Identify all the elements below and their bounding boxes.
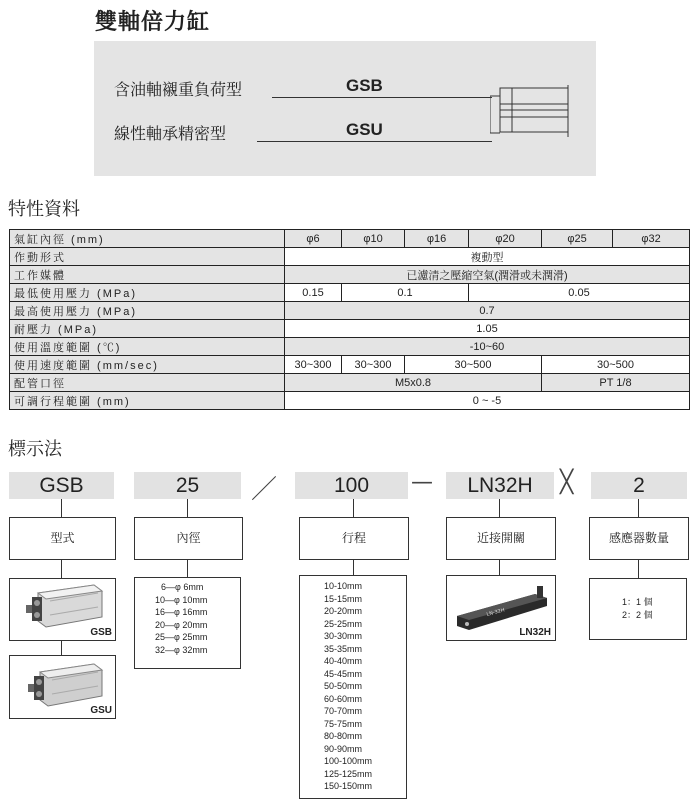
section-title-ordering: 標示法 [8, 439, 62, 460]
cell-value: 複動型 [285, 248, 690, 266]
cell-value: 30~300 [285, 356, 342, 374]
image-caption: GSB [90, 627, 112, 638]
code-stroke: 100 [295, 472, 408, 499]
list-item: 10—φ 10mm [155, 594, 208, 605]
connector [499, 499, 500, 517]
connector [61, 640, 62, 655]
underline [257, 141, 492, 142]
connector [353, 559, 354, 575]
sensor-label: LN-32H [485, 607, 506, 618]
cell-value: 30~500 [405, 356, 542, 374]
bore-header: φ16 [405, 230, 469, 248]
type-label: 線性軸承精密型 [114, 124, 227, 143]
slash-separator: ／ [251, 475, 278, 505]
type-row-gsb [114, 77, 242, 100]
underline [272, 97, 492, 98]
row-label: 氣缸內徑 (mm) [10, 230, 285, 248]
type-row-gsu [114, 121, 226, 144]
section-title-specs: 特性資料 [8, 199, 80, 220]
table-row [10, 248, 690, 266]
dash-separator: — [411, 470, 433, 495]
list-item: 30-30mm [324, 631, 363, 641]
connector [353, 499, 354, 517]
cylinder-schematic [490, 85, 576, 143]
code-model: GSB [9, 472, 114, 499]
bore-header: φ20 [469, 230, 542, 248]
list-item: 32—φ 32mm [155, 644, 208, 655]
list-item: 16—φ 16mm [155, 607, 208, 617]
spec-table [9, 229, 690, 410]
bore-header: φ32 [613, 230, 690, 248]
row-label: 最高使用壓力 (MPa) [10, 302, 285, 320]
list-item: 20—φ 20mm [155, 619, 208, 630]
image-caption: GSU [90, 705, 112, 716]
list-item: 1：1 個 [622, 597, 653, 607]
table-row [10, 320, 690, 338]
bore-header: φ6 [285, 230, 342, 248]
cell-value: 0.7 [285, 302, 690, 320]
table-row [10, 356, 690, 374]
type-code: GSB [346, 76, 383, 95]
connector [61, 559, 62, 578]
row-label: 作動形式 [10, 248, 285, 266]
cell-value: 0.05 [469, 284, 690, 302]
list-item: 70-70mm [324, 706, 363, 716]
list-item: 100-100mm [324, 756, 373, 766]
cell-value: 30~500 [542, 356, 690, 374]
connector [499, 559, 500, 575]
code-qty: 2 [591, 472, 687, 499]
switch-image [446, 575, 556, 641]
bore-header: φ10 [342, 230, 405, 248]
bore-options-list [134, 577, 241, 669]
row-label: 使用速度範圍 (mm/sec) [10, 356, 285, 374]
cell-value: M5x0.8 [285, 374, 542, 392]
cell-value: PT 1/8 [542, 374, 690, 392]
label-switch: 近接開關 [446, 517, 556, 560]
list-item: 50-50mm [324, 681, 363, 691]
row-label: 工作媒體 [10, 266, 285, 284]
list-item: 25—φ 25mm [155, 632, 208, 642]
cell-value: 30~300 [342, 356, 405, 374]
label-model: 型式 [9, 517, 116, 560]
list-item: 150-150mm [324, 781, 373, 791]
code-bore: 25 [134, 472, 241, 499]
cell-value: -10~60 [285, 338, 690, 356]
list-item: 35-35mm [324, 643, 363, 654]
table-row [10, 392, 690, 410]
label-stroke: 行程 [299, 517, 409, 560]
model-image-gsb [9, 578, 116, 641]
list-item: 15-15mm [324, 593, 363, 604]
list-item: 25-25mm [324, 618, 363, 629]
page-title: 雙軸倍力缸 [95, 10, 211, 35]
list-item: 45-45mm [324, 668, 363, 679]
row-label: 配管口徑 [10, 374, 285, 392]
list-item: 40-40mm [324, 656, 363, 666]
table-row [10, 338, 690, 356]
list-item: 80-80mm [324, 731, 363, 741]
connector [61, 499, 62, 517]
connector [638, 559, 639, 578]
type-code: GSU [346, 120, 383, 139]
row-label: 耐壓力 (MPa) [10, 320, 285, 338]
list-item: 90-90mm [324, 743, 363, 754]
row-label: 最低使用壓力 (MPa) [10, 284, 285, 302]
row-label: 可調行程範圍 (mm) [10, 392, 285, 410]
cell-value: 1.05 [285, 320, 690, 338]
connector [187, 559, 188, 577]
table-row [10, 230, 690, 248]
list-item: 10-10mm [324, 581, 363, 591]
model-image-gsu [9, 655, 116, 719]
list-item: 75-75mm [324, 718, 363, 729]
connector [187, 499, 188, 517]
qty-options-list [589, 578, 687, 640]
list-item: 6—φ 6mm [161, 582, 204, 592]
row-label: 使用溫度範圍 (℃) [10, 338, 285, 356]
type-summary-panel [94, 41, 596, 176]
cell-value: 0 ~ -5 [285, 392, 690, 410]
cell-value: 0.1 [342, 284, 469, 302]
list-item: 125-125mm [324, 768, 373, 779]
image-caption: LN32H [519, 627, 551, 638]
table-row [10, 374, 690, 392]
type-label: 含油軸襯重負荷型 [114, 80, 243, 99]
table-row [10, 302, 690, 320]
bore-header: φ25 [542, 230, 613, 248]
list-item: 60-60mm [324, 693, 363, 704]
label-bore: 內徑 [134, 517, 243, 560]
label-qty: 感應器數量 [589, 517, 689, 560]
code-switch: LN32H [446, 472, 554, 499]
table-row [10, 284, 690, 302]
list-item: 20-20mm [324, 606, 363, 616]
connector [638, 499, 639, 517]
times-separator: ╳ [560, 470, 574, 495]
stroke-options-list [299, 575, 407, 799]
list-item: 2：2 個 [622, 609, 653, 620]
cell-value: 0.15 [285, 284, 342, 302]
table-row [10, 266, 690, 284]
cell-value: 已濾清之壓縮空氣(潤滑或未潤滑) [285, 266, 690, 284]
